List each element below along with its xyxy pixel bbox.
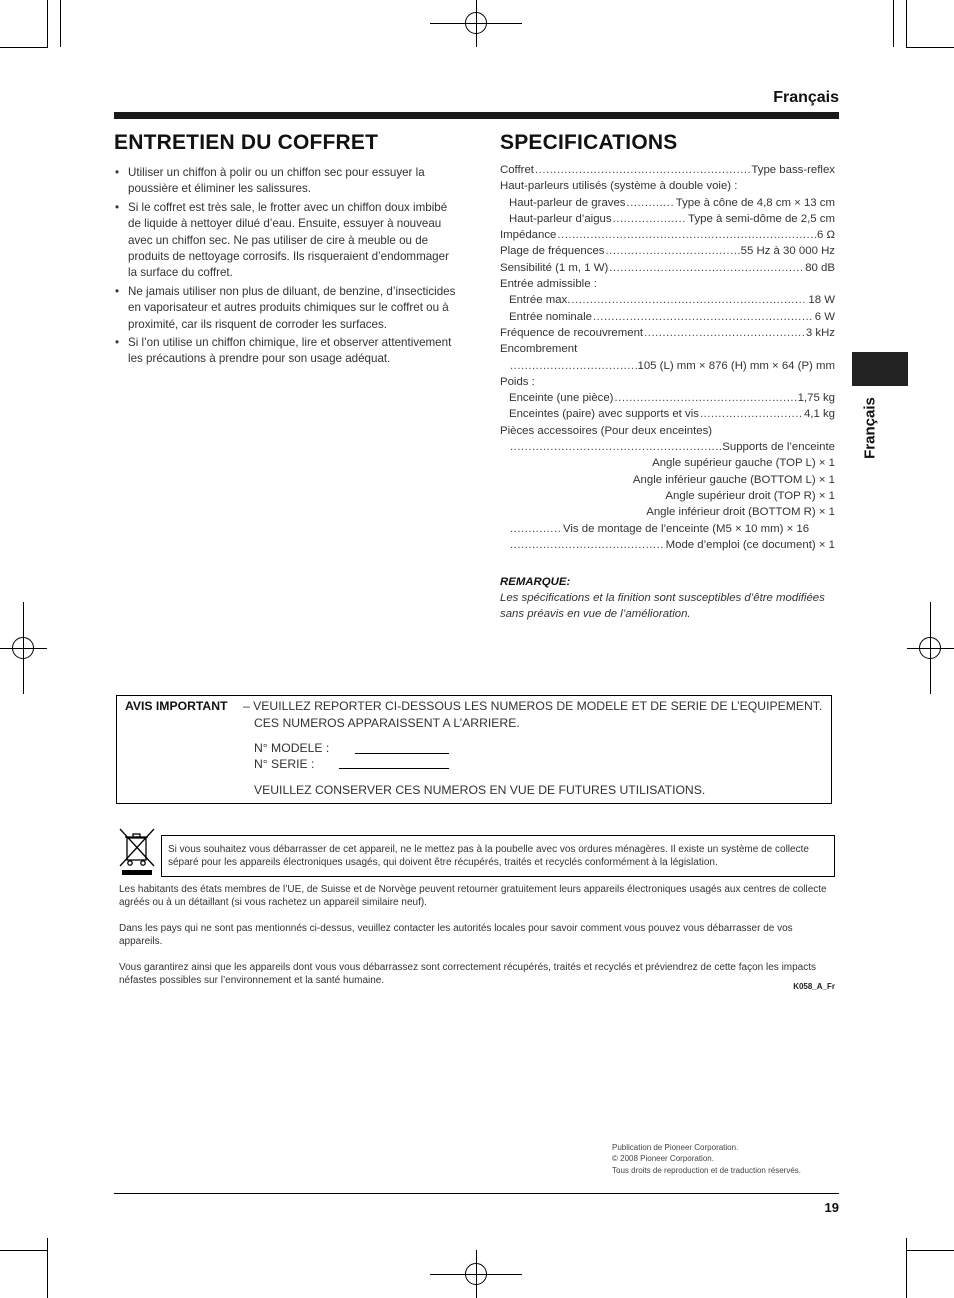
spec-value: 6 W bbox=[814, 310, 835, 323]
spec-row bbox=[500, 325, 835, 341]
registration-circle bbox=[465, 12, 487, 34]
spec-heading: Poids : bbox=[500, 375, 535, 388]
registration-circle bbox=[919, 637, 941, 659]
crop-mark bbox=[47, 0, 48, 47]
spec-label: Haut-parleur d’aigus bbox=[509, 212, 612, 225]
spec-heading: Entrée admissible : bbox=[500, 278, 597, 291]
spec-label: Haut-parleur de graves bbox=[509, 196, 626, 209]
spec-value: 4,1 kg bbox=[803, 408, 835, 421]
spec-row bbox=[500, 358, 835, 374]
publication-line: Tous droits de reproduction et de traduction réservés. bbox=[612, 1165, 801, 1175]
top-rule bbox=[114, 112, 839, 119]
list-item: • Si l’on utilise un chiffon chimique, lire et observer attentivement les précautions à prendre pour son usage adéquat. bbox=[114, 335, 459, 368]
publication-note bbox=[612, 1142, 801, 1176]
spec-row bbox=[500, 292, 835, 308]
notice-line: – VEUILLEZ REPORTER CI-DESSOUS LES NUMEROS DE MODELE ET DE SERIE DE L’EQUIPEMENT. bbox=[243, 699, 823, 713]
weee-notice-box: Si vous souhaitez vous débarrasser de cet appareil, ne le mettez pas à la poubelle avec vos ordures ménagères. Il existe un système de collecte séparé pour les appareils électroniques usagés, qui doivent être récupérés, traités et recyclés conformément à la législation. bbox=[161, 835, 835, 877]
spec-row bbox=[500, 260, 835, 276]
crossed-bin-icon bbox=[116, 826, 158, 876]
side-language-label: Français bbox=[861, 397, 879, 459]
spec-value: Angle supérieur droit (TOP R) × 1 bbox=[665, 489, 835, 502]
spec-value: 3 kHz bbox=[805, 326, 835, 339]
spec-row bbox=[500, 309, 835, 325]
spec-heading: Encombrement bbox=[500, 343, 578, 356]
spec-value: Type à cône de 4,8 cm × 13 cm bbox=[675, 196, 835, 209]
bottom-rule bbox=[114, 1193, 839, 1194]
crop-mark bbox=[47, 1238, 48, 1298]
serial-number-field-label: N° SERIE : bbox=[254, 757, 315, 771]
publication-line: © 2008 Pioneer Corporation. bbox=[612, 1154, 714, 1164]
spec-row bbox=[500, 537, 835, 553]
list-item: • Ne jamais utiliser non plus de diluant, de benzine, d’insecticides en vaporisateur et autres produits chimiques sur le coffret ou à proximité, car ils risquent de corroder les surfaces. bbox=[114, 284, 459, 333]
remark-title: REMARQUE: bbox=[500, 576, 571, 588]
spec-label: Enceintes (paire) avec supports et vis bbox=[509, 408, 699, 421]
weee-paragraph: Vous garantirez ainsi que les appareils dont vous vous débarrassez sont correctement récupérés, traités et recyclés et préviendrez de cette façon les impacts néfastes possibles sur l’environnement et la santé humaine. bbox=[119, 962, 817, 986]
model-number-field-label: N° MODELE : bbox=[254, 741, 330, 755]
spec-row bbox=[500, 162, 835, 178]
remark-text: Les spécifications et la finition sont susceptibles d’être modifiées sans préavis en vue de l’amélioration. bbox=[500, 592, 825, 620]
spec-value: Supports de l’enceinte bbox=[722, 441, 835, 454]
spec-value: Angle inférieur gauche (BOTTOM L) × 1 bbox=[632, 473, 835, 486]
spec-row bbox=[500, 439, 835, 455]
crop-mark bbox=[893, 0, 894, 47]
side-tab bbox=[852, 352, 908, 386]
spec-label: Impédance bbox=[500, 229, 557, 242]
weee-paragraph: Les habitants des états membres de l’UE, de Suisse et de Norvège peuvent retourner gratuitement leurs appareils électroniques usagés aux centres de collecte agréés ou à un détaillant (si vous rachetez un appareil similaire neuf). bbox=[119, 884, 827, 908]
spec-row bbox=[500, 243, 835, 259]
spec-label: Sensibilité (1 m, 1 W) bbox=[500, 261, 609, 274]
specs-title: SPECIFICATIONS bbox=[500, 131, 678, 154]
specs-table bbox=[500, 162, 835, 553]
notice-label: AVIS IMPORTANT bbox=[125, 699, 228, 713]
registration-circle bbox=[12, 637, 34, 659]
reference-code: K058_A_Fr bbox=[793, 982, 835, 991]
crop-mark bbox=[0, 1250, 48, 1251]
model-number-blank bbox=[355, 753, 449, 754]
spec-row bbox=[500, 211, 835, 227]
publication-line: Publication de Pioneer Corporation. bbox=[612, 1143, 739, 1152]
care-title: ENTRETIEN DU COFFRET bbox=[114, 131, 379, 154]
spec-row bbox=[500, 195, 835, 211]
crop-mark bbox=[906, 0, 907, 47]
spec-row bbox=[500, 406, 835, 422]
list-item: • Si le coffret est très sale, le frotter avec un chiffon doux imbibé de liquide à nettoyer dilué d’eau. Ensuite, essuyer à nouveau avec un chiffon sec. Ne pas utiliser de cire à meuble ou de produits de nettoyage corrosifs. Ils risqueraient d’endommager la surface du coffret. bbox=[114, 200, 459, 282]
spec-label: Entrée nominale bbox=[509, 310, 592, 323]
registration-circle bbox=[465, 1263, 487, 1285]
notice-line: VEUILLEZ CONSERVER CES NUMEROS EN VUE DE FUTURES UTILISATIONS. bbox=[254, 783, 706, 797]
spec-row bbox=[500, 390, 835, 406]
spec-value: Vis de montage de l’enceinte (M5 × 10 mm) × 16 bbox=[563, 522, 810, 535]
spec-heading: Pièces accessoires (Pour deux enceintes) bbox=[500, 424, 713, 437]
spec-value: Type bass-reflex bbox=[751, 164, 835, 176]
spec-value: Angle supérieur gauche (TOP L) × 1 bbox=[652, 457, 835, 470]
spec-label: Enceinte (une pièce) bbox=[509, 392, 614, 405]
spec-label: Fréquence de recouvrement bbox=[500, 326, 644, 339]
spec-row bbox=[500, 521, 835, 537]
spec-label: Entrée max. bbox=[509, 294, 571, 307]
page-number: 19 bbox=[824, 1200, 839, 1215]
spec-value: 55 Hz à 30 000 Hz bbox=[740, 245, 835, 258]
spec-value: Type à semi-dôme de 2,5 cm bbox=[688, 212, 835, 225]
spec-value: Mode d’emploi (ce document) × 1 bbox=[665, 538, 835, 551]
spec-row bbox=[500, 227, 835, 243]
weee-paragraph: Dans les pays qui ne sont pas mentionnés ci-dessus, veuillez contacter les autorités locales pour savoir comment vous pouvez vous débarrasser de vos appareils. bbox=[119, 923, 793, 947]
crop-mark bbox=[60, 0, 61, 47]
crop-mark bbox=[906, 1238, 907, 1298]
spec-label: Plage de fréquences bbox=[500, 245, 605, 258]
serial-number-blank bbox=[339, 768, 449, 769]
spec-value: 6 Ω bbox=[816, 229, 835, 242]
list-item: • Utiliser un chiffon à polir ou un chiffon sec pour essuyer la poussière et éliminer les salissures. bbox=[114, 165, 459, 198]
spec-value: 1,75 kg bbox=[797, 392, 835, 405]
crop-mark bbox=[0, 47, 48, 48]
care-list bbox=[114, 165, 459, 370]
spec-value: Angle inférieur droit (BOTTOM R) × 1 bbox=[646, 506, 835, 519]
spec-value: 80 dB bbox=[805, 261, 835, 274]
notice-line: CES NUMEROS APPARAISSENT A L’ARRIERE. bbox=[254, 716, 520, 730]
spec-label: Coffret bbox=[500, 164, 534, 176]
important-notice-box bbox=[116, 695, 832, 804]
language-header: Français bbox=[773, 89, 839, 106]
spec-heading: Haut-parleurs utilisés (système à double voie) : bbox=[500, 180, 738, 193]
crop-mark bbox=[906, 47, 954, 48]
remark bbox=[500, 574, 835, 622]
crop-mark bbox=[906, 1250, 954, 1251]
spec-value: 18 W bbox=[808, 294, 835, 307]
spec-value: 105 (L) mm × 876 (H) mm × 64 (P) mm bbox=[637, 359, 835, 372]
